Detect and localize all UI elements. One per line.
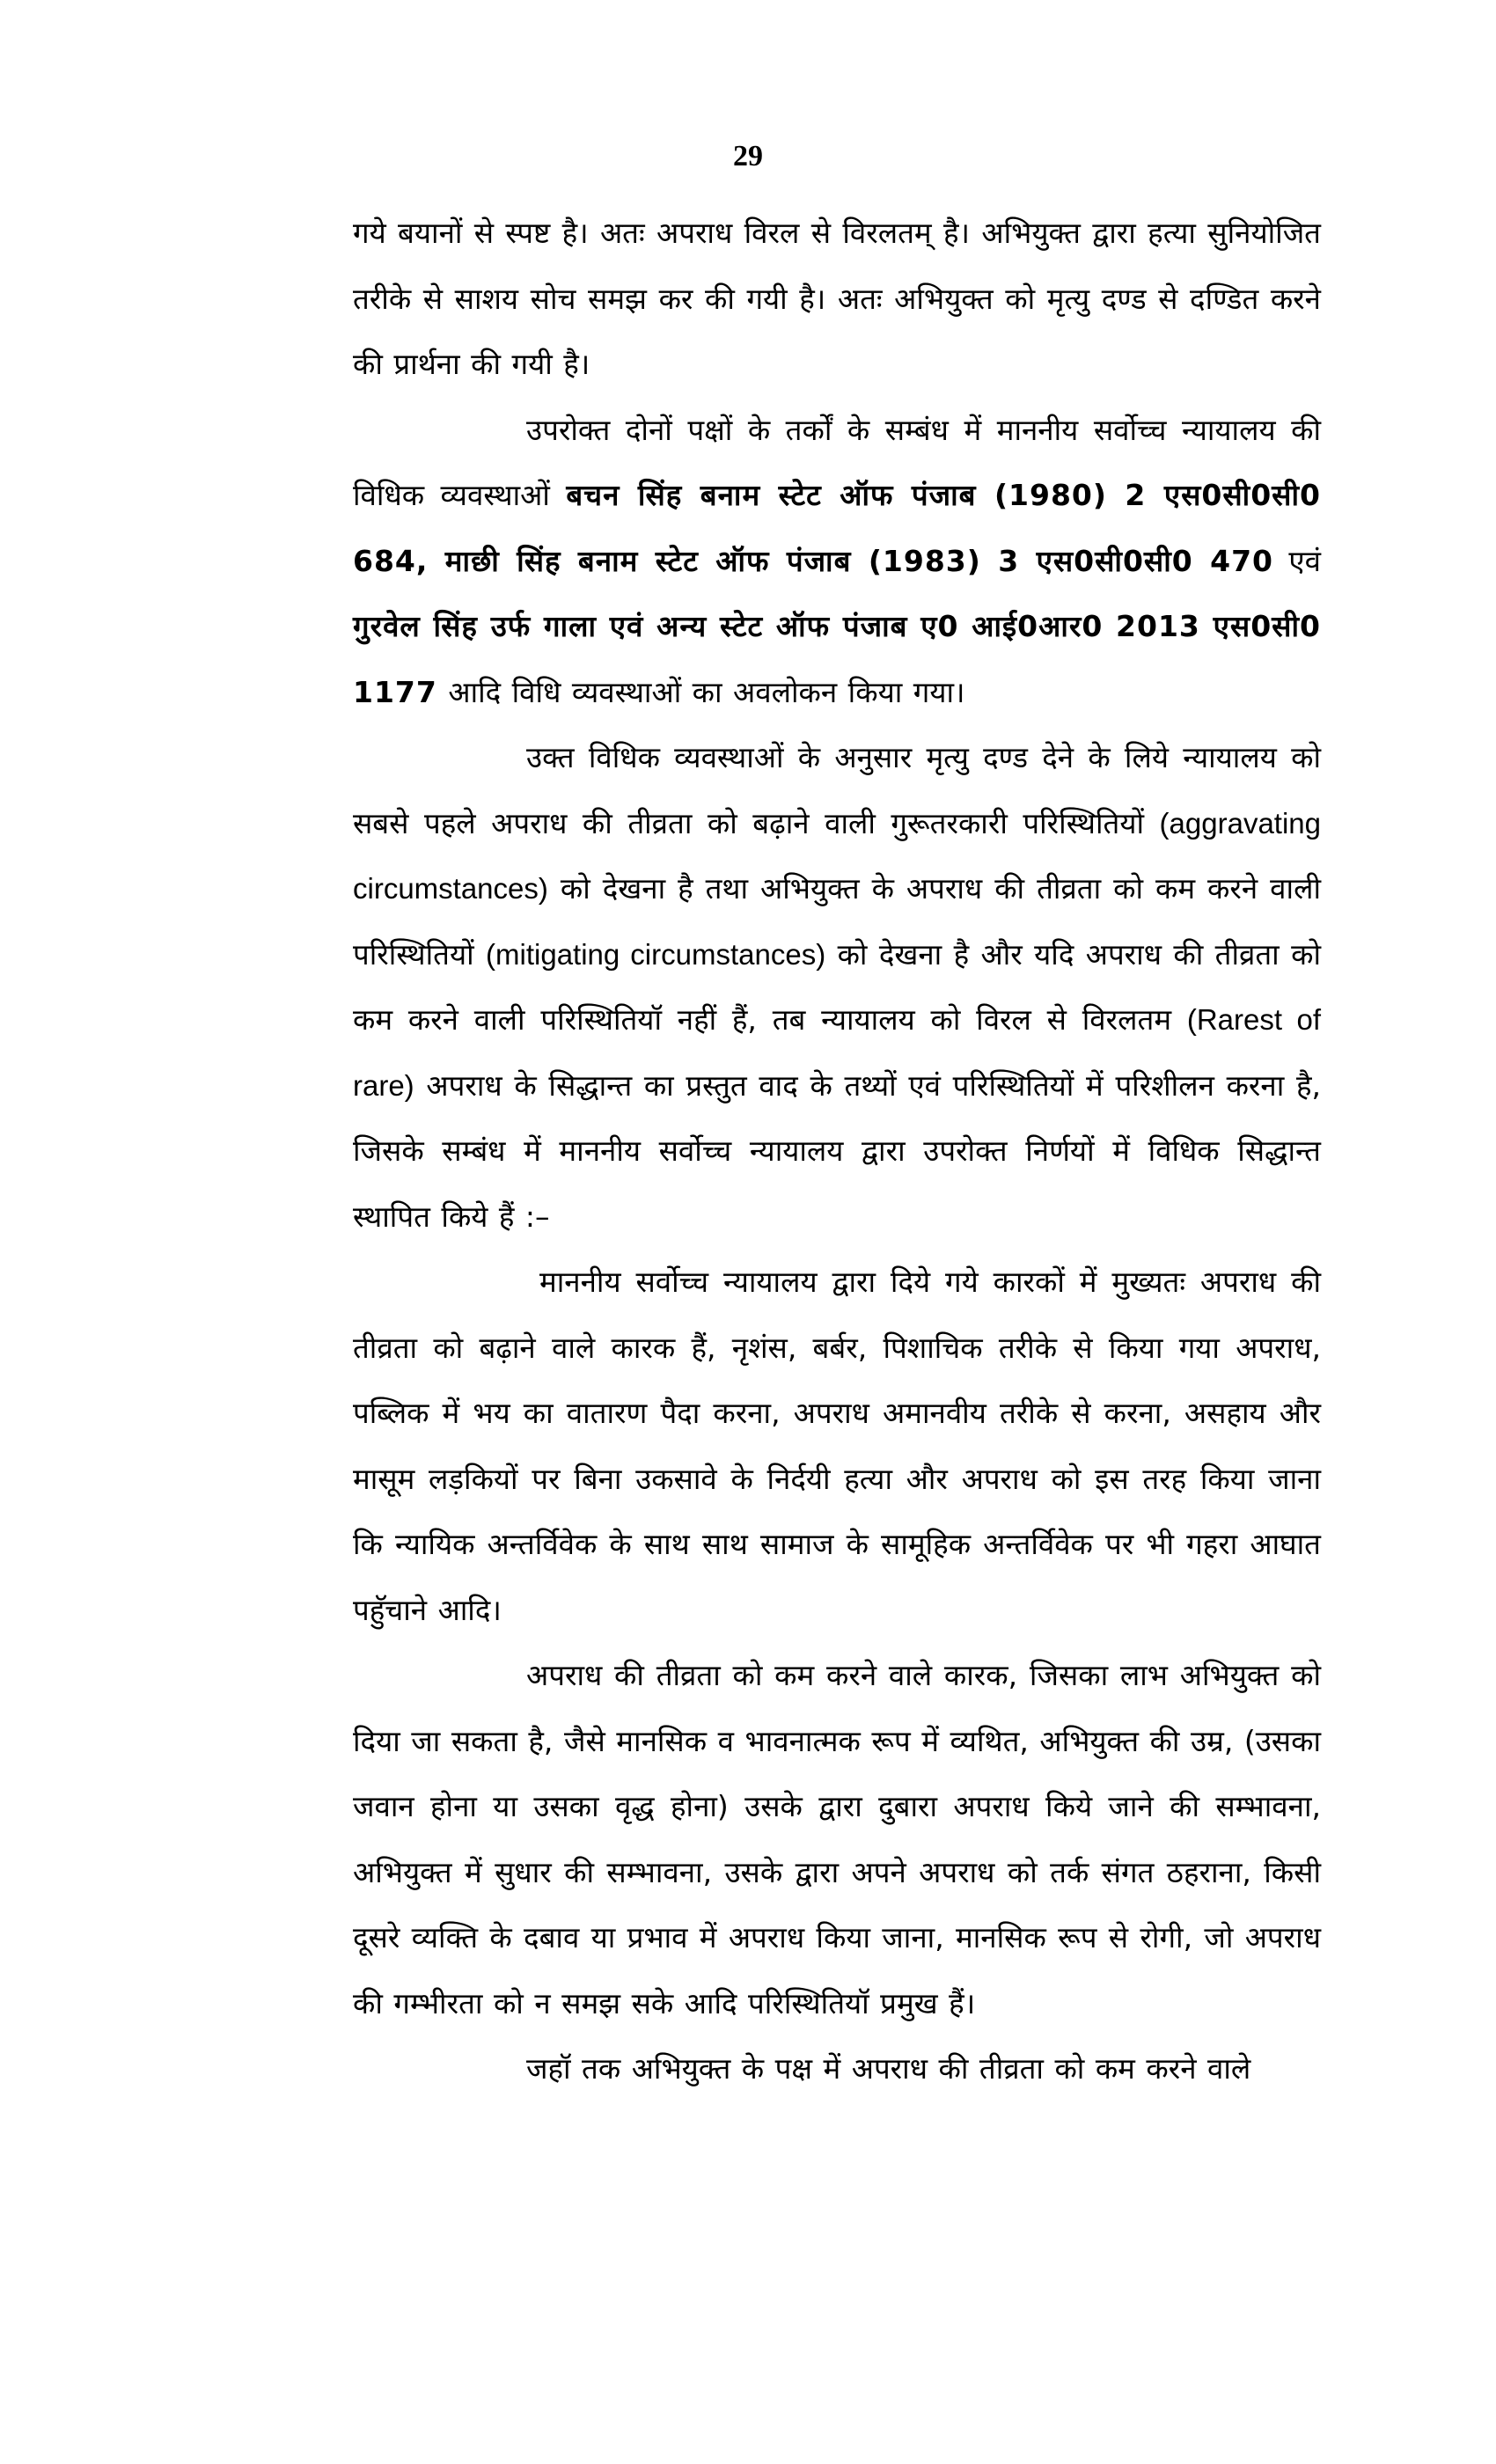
document-body: [353, 201, 1321, 2102]
paragraph-text: को देखना है तथा अभियुक्त के अपराध की तीव्रता को कम करने वाली परिस्थितियों: [353, 871, 1321, 972]
case-citation-gurvel-singh: गुरवेल सिंह उर्फ गाला एवं अन्य स्टेट ऑफ पंजाब ए0 आई0आर0 2013 एस0सी0 1177: [353, 609, 1321, 709]
paragraph-mitigating-factors: अपराध की तीव्रता को कम करने वाले कारक, जिसका लाभ अभियुक्त को दिया जा सकता है, जैसे मानसिक व भावनात्मक रूप में व्यथित, अभियुक्त की उम्र, (उसका जवान होना या उसका वृद्ध होना) उसके द्वारा दुबारा अपराध किये जाने की सम्भावना, अभियुक्त में सुधार की सम्भावना, उसके द्वारा अपने अपराध को तर्क संगत ठहराना, किसी दूसरे व्यक्ति के दबाव या प्रभाव में अपराध किया जाना, मानसिक रूप से रोगी, जो अपराध की गम्भीरता को न समझ सके आदि परिस्थितियॉ प्रमुख हैं।: [353, 1658, 1321, 2020]
paragraph-text: आदि विधि व्यवस्थाओं का अवलोकन किया गया।: [436, 674, 965, 709]
paragraph-continuation: जहॉ तक अभियुक्त के पक्ष में अपराध की तीव्रता को कम करने वाले: [526, 2051, 1251, 2086]
paragraph-supreme-court-precedents: [353, 398, 1321, 726]
english-term-mitigating: (mitigating circumstances): [486, 937, 826, 971]
paragraph-witness-statements: गये बयानों से स्पष्ट है। अतः अपराध विरल से विरलतम् है। अभियुक्त द्वारा हत्या सुनियोजित तरीके से साशय सोच समझ कर की गयी है। अतः अभियुक्त को मृत्यु दण्ड से दण्डित करने की प्रार्थना की गयी है।: [353, 216, 1321, 381]
english-term-aggravating: (aggravating circumstances): [353, 806, 1321, 905]
paragraph-aggravating-factors: माननीय सर्वोच्च न्यायालय द्वारा दिये गये कारकों में मुख्यतः अपराध की तीव्रता को बढ़ाने वाले कारक हैं, नृशंस, बर्बर, पिशाचिक तरीके से किया गया अपराध, पब्लिक में भय का वातारण पैदा करना, अपराध अमानवीय तरीके से करना, असहाय और मासूम लड़कियों पर बिना उकसावे के निर्दयी हत्या और अपराध को इस तरह किया जाना कि न्यायिक अन्तर्विवेक के साथ साथ सामाज के सामूहिक अन्तर्विवेक पर भी गहरा आघात पहुॅचाने आदि।: [353, 1265, 1321, 1627]
case-citation-bachan-machhi-singh: बचन सिंह बनाम स्टेट ऑफ पंजाब (1980) 2 एस0सी0सी0 684, माछी सिंह बनाम स्टेट ऑफ पंजाब (1983) 3 एस0सी0सी0 470: [353, 478, 1322, 578]
paragraph-text: अपराध के सिद्धान्त का प्रस्तुत वाद के तथ्यों एवं परिस्थितियों में परिशीलन करना है, जिसके सम्बंध में माननीय सर्वोच्च न्यायालय द्वारा उपरोक्त निर्णयों में विधिक सिद्धान्त स्थापित किये हैं :–: [353, 1067, 1321, 1234]
english-term-rarest-of-rare: (Rarest of rare): [353, 1003, 1321, 1102]
paragraph-text: एवं: [1273, 543, 1321, 578]
paragraph-death-penalty-principles: [353, 725, 1321, 1250]
paragraph-text: उपरोक्त दोनों पक्षों के तर्कों के सम्बंध में माननीय सर्वोच्च न्यायालय की विधिक व्यवस्थाओं: [353, 412, 1321, 512]
paragraph-text: उक्त विधिक व्यवस्थाओं के अनुसार मृत्यु दण्ड देने के लिये न्यायालय को सबसे पहले अपराध की तीव्रता को बढ़ाने वाली गुरूतरकारी परिस्थितियों: [353, 740, 1321, 840]
paragraph-text: को देखना है और यदि अपराध की तीव्रता को कम करने वाली परिस्थितियॉ नहीं हैं, तब न्यायालय को विरल से विरलतम: [353, 936, 1321, 1037]
page-number: 29: [733, 140, 763, 172]
